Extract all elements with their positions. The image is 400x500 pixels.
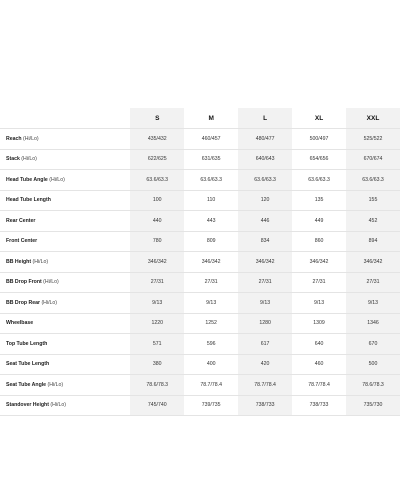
table-row [0,396,400,417]
table-cell: 27/31 [292,273,346,294]
table-body [0,129,400,416]
measurement-name: Seat Tube Length [6,361,50,368]
table-cell: 346/342 [130,252,184,273]
size-header-xxl: XXL [346,108,400,129]
table-cell: 155 [346,191,400,212]
table-cell: 596 [184,334,238,355]
row-label [0,150,130,171]
measurement-qualifier: (Hi/Lo) [21,135,39,142]
table-row [0,150,400,171]
table-cell: 525/522 [346,129,400,150]
table-cell: 435/432 [130,129,184,150]
measurement-qualifier: (Hi/Lo) [46,381,64,388]
size-header-l: L [238,108,292,129]
table-cell: 135 [292,191,346,212]
table-row [0,293,400,314]
table-cell: 809 [184,232,238,253]
table-cell: 894 [346,232,400,253]
size-header-xl: XL [292,108,346,129]
table-row [0,252,400,273]
table-cell: 78.6/78.3 [346,375,400,396]
table-cell: 738/733 [238,396,292,417]
size-header-m: M [184,108,238,129]
table-row [0,170,400,191]
table-cell: 9/13 [346,293,400,314]
table-cell: 670/674 [346,150,400,171]
table-cell: 571 [130,334,184,355]
table-cell: 380 [130,355,184,376]
measurement-name: Rear Center [6,217,36,224]
table-cell: 640/643 [238,150,292,171]
table-cell: 443 [184,211,238,232]
row-label [0,314,130,335]
table-row [0,129,400,150]
measurement-name: Head Tube Length [6,197,51,204]
measurement-name: Standover Height [6,402,49,409]
table-cell: 27/31 [184,273,238,294]
table-cell: 78.7/78.4 [184,375,238,396]
measurement-qualifier: (Hi/Lo) [31,258,49,265]
table-cell: 440 [130,211,184,232]
table-cell: 346/342 [346,252,400,273]
table-cell: 78.6/78.3 [130,375,184,396]
table-cell: 834 [238,232,292,253]
measurement-name: Front Center [6,238,38,245]
table-cell: 449 [292,211,346,232]
table-cell: 9/13 [184,293,238,314]
table-cell: 9/13 [292,293,346,314]
table-row [0,191,400,212]
row-label [0,355,130,376]
table-cell: 110 [184,191,238,212]
table-row [0,232,400,253]
measurement-name: BB Height [6,258,32,265]
table-cell: 452 [346,211,400,232]
row-label [0,396,130,417]
row-label [0,211,130,232]
size-header-s: S [130,108,184,129]
table-cell: 63.6/63.3 [130,170,184,191]
measurement-name: Top Tube Length [6,340,48,347]
measurement-name: Seat Tube Angle [6,381,47,388]
table-cell: 860 [292,232,346,253]
table-row [0,375,400,396]
table-cell: 738/733 [292,396,346,417]
table-cell: 9/13 [238,293,292,314]
row-label [0,170,130,191]
table-cell: 27/31 [130,273,184,294]
header-row [0,108,400,129]
table-cell: 63.6/63.3 [238,170,292,191]
measurement-qualifier: (Hi/Lo) [19,156,37,163]
table-cell: 63.6/63.3 [346,170,400,191]
table-cell: 654/656 [292,150,346,171]
table-cell: 400 [184,355,238,376]
table-cell: 1309 [292,314,346,335]
measurement-name: BB Drop Rear [6,299,41,306]
table-cell: 63.6/63.3 [184,170,238,191]
row-label [0,252,130,273]
table-cell: 346/342 [238,252,292,273]
table-cell: 420 [238,355,292,376]
row-label [0,232,130,253]
measurement-qualifier: (Hi/Lo) [47,176,65,183]
row-label [0,293,130,314]
table-cell: 78.7/78.4 [238,375,292,396]
table-cell: 1346 [346,314,400,335]
table-cell: 27/31 [346,273,400,294]
measurement-qualifier: (Hi/Lo) [41,279,59,286]
table-cell: 78.7/78.4 [292,375,346,396]
table-cell: 460/457 [184,129,238,150]
table-cell: 27/31 [238,273,292,294]
table-cell: 446 [238,211,292,232]
row-label [0,334,130,355]
table-cell: 63.6/63.3 [292,170,346,191]
table-row [0,334,400,355]
table-cell: 1280 [238,314,292,335]
table-row [0,273,400,294]
row-label [0,129,130,150]
measurement-qualifier: (Hi/Lo) [48,402,66,409]
table-row [0,211,400,232]
measurement-name: Reach [6,135,22,142]
row-label [0,273,130,294]
measurement-name: Head Tube Angle [6,176,48,183]
table-cell: 460 [292,355,346,376]
geometry-table [0,108,400,416]
table-cell: 670 [346,334,400,355]
table-cell: 120 [238,191,292,212]
table-cell: 739/735 [184,396,238,417]
table-cell: 100 [130,191,184,212]
table-cell: 500 [346,355,400,376]
table-cell: 631/635 [184,150,238,171]
table-cell: 500/497 [292,129,346,150]
row-label [0,375,130,396]
table-cell: 640 [292,334,346,355]
table-row [0,314,400,335]
table-cell: 346/342 [292,252,346,273]
table-cell: 780 [130,232,184,253]
table-cell: 480/477 [238,129,292,150]
table-cell: 1252 [184,314,238,335]
table-cell: 735/730 [346,396,400,417]
measurement-name: BB Drop Front [6,279,42,286]
table-row [0,355,400,376]
table-header [0,108,400,129]
table-cell: 1220 [130,314,184,335]
table-cell: 617 [238,334,292,355]
row-label [0,191,130,212]
table-cell: 622/625 [130,150,184,171]
measurement-name: Stack [6,156,20,163]
header-corner [0,108,130,129]
measurement-name: Wheelbase [6,320,34,327]
measurement-qualifier: (Hi/Lo) [40,299,58,306]
table-cell: 346/342 [184,252,238,273]
table-cell: 745/740 [130,396,184,417]
table-cell: 9/13 [130,293,184,314]
